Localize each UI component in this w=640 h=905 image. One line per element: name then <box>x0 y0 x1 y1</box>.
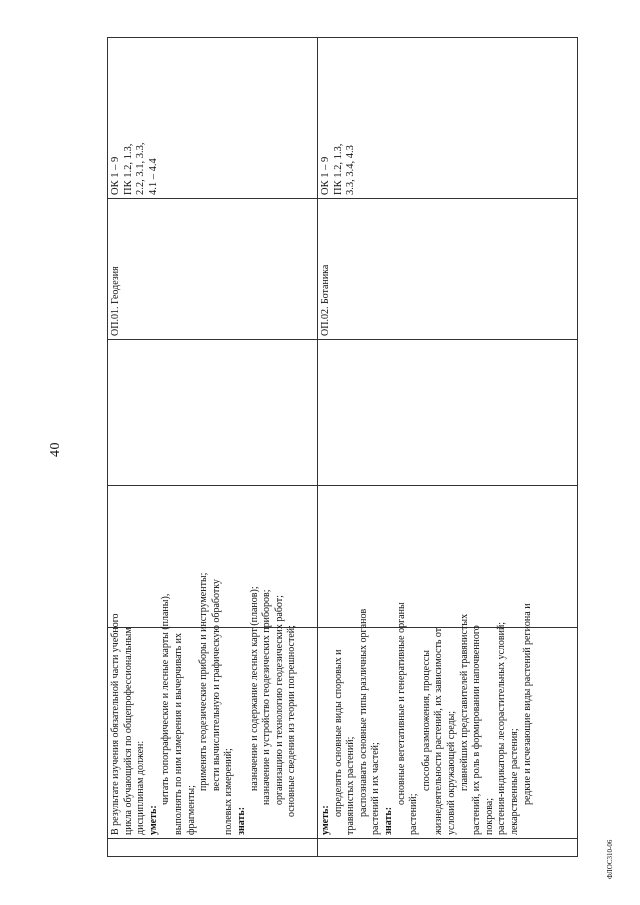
page-number: 40 <box>48 442 63 457</box>
curriculum-table <box>107 37 578 857</box>
text-line: растений; <box>408 793 420 835</box>
text-line: травянистых растений; <box>345 736 357 835</box>
text-line: ОК 1 – 9 <box>320 156 331 195</box>
text-line: жизнедеятельности растений, их зависимость от <box>433 627 445 835</box>
competencies-cell <box>108 38 318 199</box>
text-line: уметь: <box>147 805 159 835</box>
text-line: организацию и технологию геодезических работ; <box>273 595 285 805</box>
text-line: вести вычислительную и графическую обработку <box>210 579 222 791</box>
text-line: 3.3, 3.4, 4.3 <box>345 145 356 195</box>
text-line: основные сведения из теории погрешностей; <box>286 625 298 817</box>
text-line: знать: <box>235 806 247 835</box>
text-line: 2.2, 3.1, 3.3, <box>135 142 146 195</box>
text-line: покрова; <box>483 797 495 835</box>
text-line: лекарственные растения; <box>508 728 520 835</box>
subject-cell <box>108 199 318 340</box>
text-line: определять основные виды споровых и <box>332 649 344 817</box>
text-line: применять геодезические приборы и инструменты; <box>198 572 210 791</box>
text-line: уметь: <box>320 805 331 835</box>
text-line: растений и их частей; <box>370 742 382 835</box>
text-line: полевых измерений; <box>223 748 235 835</box>
footer-code: ФЛОС310-06 <box>606 839 614 879</box>
index-cell <box>108 839 318 857</box>
text-line: главнейших представителей травянистых <box>458 613 470 791</box>
index-cell <box>318 839 578 857</box>
content-cell <box>108 572 318 839</box>
content-cell <box>318 602 578 839</box>
text-line: ПК 1.2, 1.3, <box>122 143 134 195</box>
text-line: растения-индикаторы лесорастительных условий; <box>496 621 508 835</box>
text-line: 4.1 – 4.4 <box>147 158 159 195</box>
text-line: назначение и содержание лесных карт (планов); <box>248 586 260 791</box>
text-line: распознавать основные типы различных органов <box>357 608 369 817</box>
text-line: цикла обучающийся по общепрофессиональным <box>122 627 134 835</box>
empty-cell <box>318 486 578 628</box>
text-line: основные вегетативные и генеративные органы <box>395 602 407 805</box>
competencies-cell <box>318 38 578 199</box>
text-line: фрагменты; <box>185 785 197 835</box>
empty-cell <box>108 340 318 486</box>
text-line: редкие и исчезающие виды растений региона и <box>521 603 533 805</box>
table-row <box>108 38 318 857</box>
text-line: ОК 1 – 9 <box>110 156 121 195</box>
subject-cell <box>318 199 578 340</box>
text-line: условий окружающей среды; <box>445 710 457 835</box>
text-line: ПК 1.2, 1.3, <box>332 143 344 195</box>
text-line: читать топографические и лесные карты (планы), <box>160 593 172 805</box>
text-line: назначение и устройство геодезических приборов; <box>261 589 273 805</box>
text-line: способы размножения, процессы <box>420 650 432 791</box>
empty-cell <box>318 340 578 486</box>
text-line: ОП.01. Геодезия <box>110 266 121 336</box>
text-line: выполнять по ним измерения и вычерчивать их <box>172 632 184 835</box>
text-line: В результате изучения обязательной части учебного <box>110 613 121 835</box>
text-line: ОП.02. Ботаника <box>320 264 331 336</box>
text-line: дисциплинам должен: <box>135 740 147 835</box>
text-line: знать: <box>382 806 394 835</box>
table-row <box>318 38 578 857</box>
text-line: растений, их роль в формировании напочвенного <box>471 625 483 835</box>
